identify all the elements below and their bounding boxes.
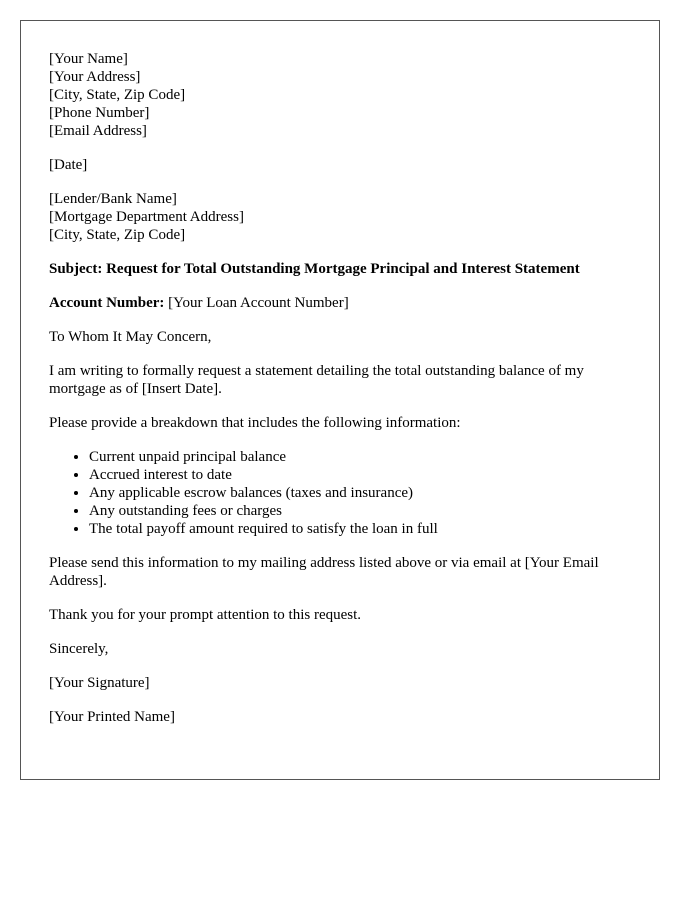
intro-paragraph: I am writing to formally request a statement detailing the total outstanding balance of my mortgage as of [Insert Date]. xyxy=(49,363,584,397)
recipient-city-state-zip: [City, State, Zip Code] xyxy=(49,227,186,243)
sender-phone: [Phone Number] xyxy=(49,105,150,121)
account-number-line xyxy=(49,294,631,312)
printed-name: [Your Printed Name] xyxy=(49,709,175,725)
recipient-block xyxy=(49,190,631,244)
list-item: • Any outstanding fees or charges xyxy=(89,502,631,520)
thanks-paragraph: Thank you for your prompt attention to this request. xyxy=(49,607,362,623)
list-item: • Any applicable escrow balances (taxes and insurance) xyxy=(89,484,631,502)
sender-address: [Your Address] xyxy=(49,69,141,85)
salutation: To Whom It May Concern, xyxy=(49,329,212,345)
account-number-value: [Your Loan Account Number] xyxy=(164,295,349,311)
recipient-name: [Lender/Bank Name] xyxy=(49,191,177,207)
letter-page xyxy=(20,20,660,780)
subject-line: Subject: Request for Total Outstanding Mortgage Principal and Interest Statement xyxy=(49,261,580,277)
account-number-label: Account Number: xyxy=(49,295,165,311)
send-info-paragraph: Please send this information to my mailing address listed above or via email at [Your Email Address]. xyxy=(49,555,599,589)
list-item: • The total payoff amount required to satisfy the loan in full xyxy=(89,520,631,538)
sender-city-state-zip: [City, State, Zip Code] xyxy=(49,87,186,103)
letter-date: [Date] xyxy=(49,157,88,173)
sender-block xyxy=(49,50,631,140)
signature: [Your Signature] xyxy=(49,675,150,691)
recipient-department-address: [Mortgage Department Address] xyxy=(49,209,244,225)
list-item: • Accrued interest to date xyxy=(89,466,631,484)
breakdown-intro: Please provide a breakdown that includes the following information: xyxy=(49,415,461,431)
closing: Sincerely, xyxy=(49,641,109,657)
list-item: • Current unpaid principal balance xyxy=(89,448,631,466)
sender-name: [Your Name] xyxy=(49,51,128,67)
sender-email: [Email Address] xyxy=(49,123,147,139)
breakdown-list xyxy=(49,448,631,538)
